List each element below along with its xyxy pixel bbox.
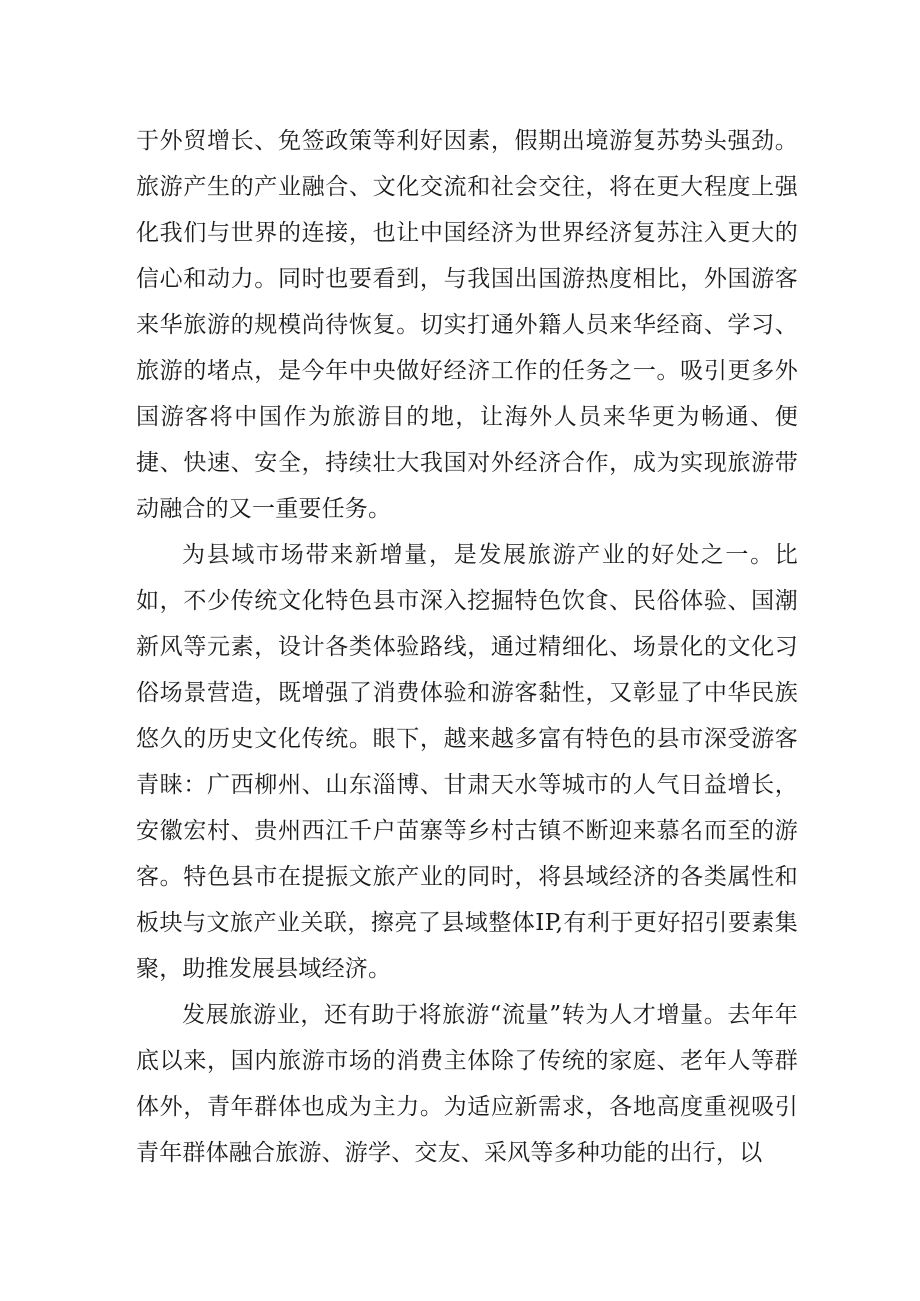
paragraph-county-market: 为县域市场带来新增量，是发展旅游产业的好处之一。比如，不少传统文化特色县市深入挖掘特色饮食、民俗体验、国潮新风等元素，设计各类体验路线，通过精细化、场景化的文化习俗场景营造，既增强了消费体验和游客黏性，又彰显了中华民族悠久的历史文化传统。眼下，越来越多富有特色的县市深受游客青睐：广西柳州、山东淄博、甘肃天水等城市的人气日益增长，安徽宏村、贵州西江千户苗寨等乡村古镇不断迎来慕名而至的游客。特色县市在提振文旅产业的同时，将县域经济的各类属性和板块与文旅产业关联，擦亮了县域整体IP,有利于更好招引要素集聚，助推发展县域经济。 <box>136 542 798 982</box>
paragraph-talent-growth: 发展旅游业，还有助于将旅游“流量”转为人才增量。去年年底以来，国内旅游市场的消费主体除了传统的家庭、老年人等群体外，青年群体也成为主力。为适应新需求，各地高度重视吸引青年群体融合旅游、游学、交友、采风等多种功能的出行，以 <box>136 1002 798 1166</box>
article-body <box>136 118 798 1176</box>
paragraph-continuation: 于外贸增长、免签政策等利好因素，假期出境游复苏势头强劲。旅游产生的产业融合、文化交流和社会交往，将在更大程度上强化我们与世界的连接，也让中国经济为世界经济复苏注入更大的信心和动力。同时也要看到，与我国出国游热度相比，外国游客来华旅游的规模尚待恢复。切实打通外籍人员来华经商、学习、旅游的堵点，是今年中央做好经济工作的任务之一。吸引更多外国游客将中国作为旅游目的地，让海外人员来华更为畅通、便捷、快速、安全，持续壮大我国对外经济合作，成为实现旅游带动融合的又一重要任务。 <box>136 128 798 522</box>
